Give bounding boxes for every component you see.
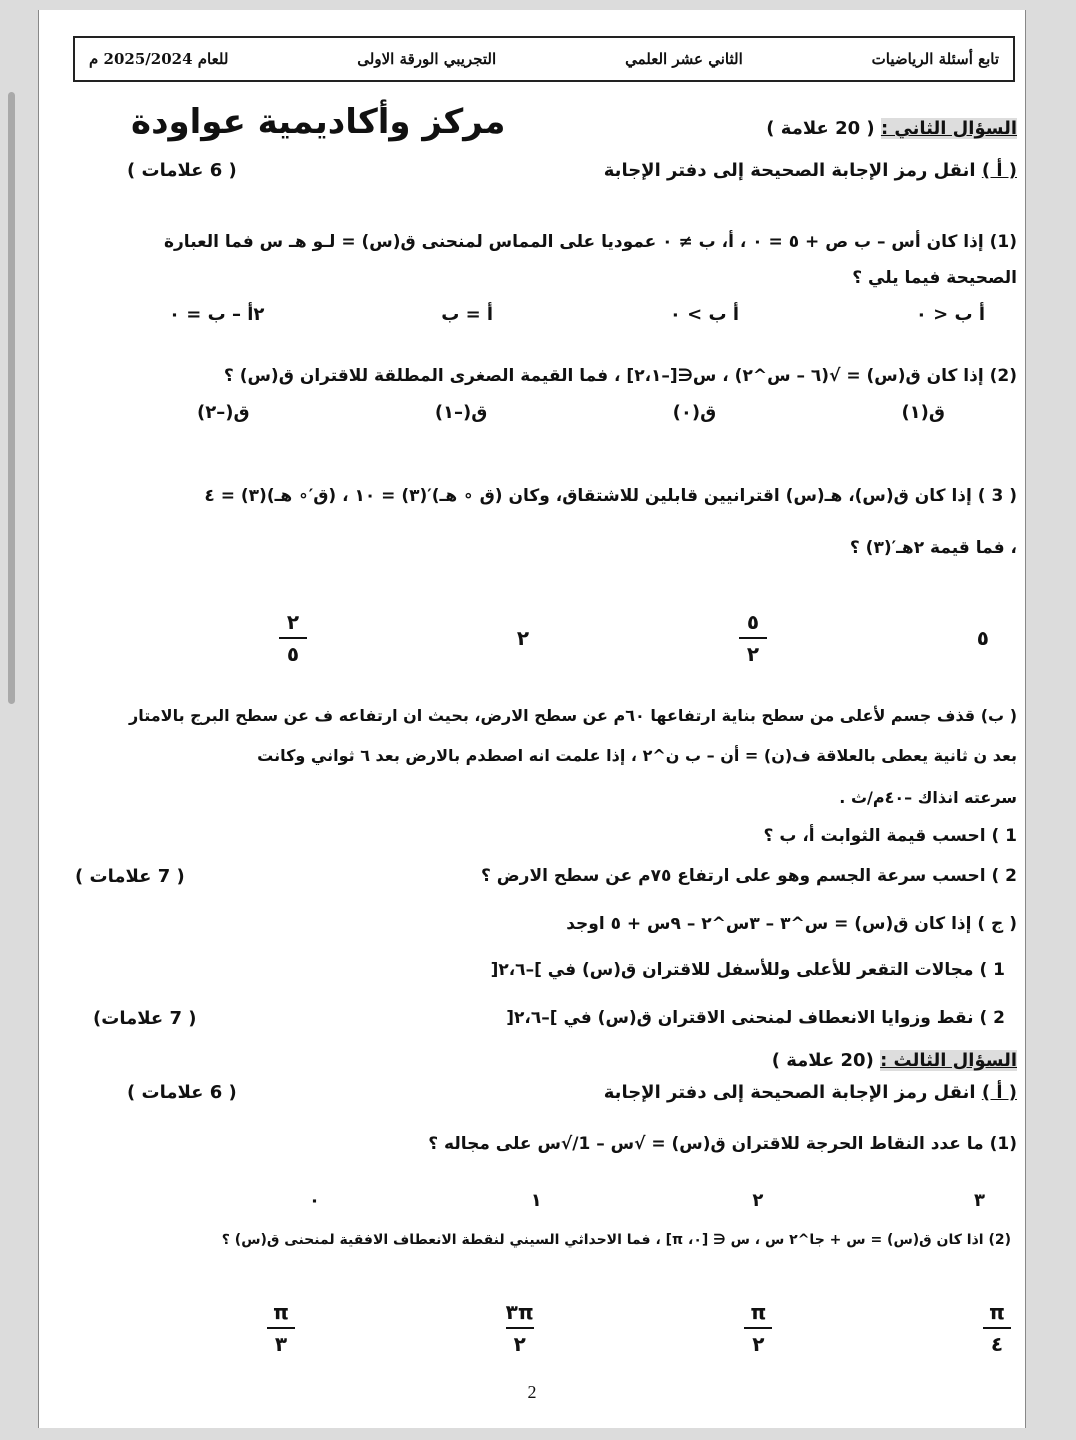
q3-item2-option xyxy=(267,1300,295,1356)
option-numerator: ٥ xyxy=(976,626,989,650)
option-numerator: π xyxy=(989,1300,1005,1324)
option-numerator: ٥ xyxy=(746,610,760,634)
q2-item1-option: أ ب < ٠ xyxy=(915,304,985,325)
fraction-bar xyxy=(739,637,767,639)
q2-a-label: ( أ ) xyxy=(981,160,1017,181)
q2-item2-options xyxy=(197,402,945,423)
q3-item1-option: ٠ xyxy=(309,1190,321,1211)
q2-item3-option xyxy=(977,626,989,650)
q2-b-line2: بعد ن ثانية يعطى بالعلاقة ف(ن) = أن – ب ن^٢ ، إذا علمت انه اصطدم بالارض بعد ٦ ثواني وكانت xyxy=(257,746,1017,765)
q2-item1-option: أ ب > ٠ xyxy=(669,304,740,325)
fraction-bar xyxy=(279,637,307,639)
q2-b-marks: ( 7 علامات ) xyxy=(75,866,185,887)
option-denominator: ٣ xyxy=(274,1332,288,1356)
option-denominator: ٤ xyxy=(990,1332,1004,1356)
q2-a-text: انقل رمز الإجابة الصحيحة إلى دفتر الإجابة xyxy=(603,160,976,181)
q3-heading xyxy=(772,1050,1017,1071)
q3-item2-option xyxy=(506,1300,534,1356)
q2-b-line1: ( ب) قذف جسم لأعلى من سطح بناية ارتفاعها ٦٠م عن سطح الارض، بحيث ان ارتفاعه ف عن سطح البرج بالامتار xyxy=(129,706,1017,725)
q2-item2-option: ق(–١) xyxy=(434,402,488,423)
q3-marks: (20 علامة ) xyxy=(771,1050,874,1071)
q2-item3-option xyxy=(739,610,767,666)
q3-item1-option: ٣ xyxy=(974,1190,985,1211)
option-numerator: ٢ xyxy=(286,610,300,634)
q2-marks: ( 20 علامة ) xyxy=(766,118,875,139)
option-denominator: ٢ xyxy=(513,1332,526,1356)
q3-item2-option xyxy=(744,1300,772,1356)
q2-heading xyxy=(766,118,1017,139)
q2-item3-option xyxy=(279,610,307,666)
q2-item1-line1: (1) إذا كان أس – ب ص + ٥ = ٠ ، أ، ب ≠ ٠ عموديا على المماس لمنحنى ق(س) = لـو هـ س فما العبارة xyxy=(163,232,1017,252)
q2-part-a xyxy=(604,160,1017,181)
fraction-bar xyxy=(506,1327,534,1329)
q3-item2-line: (2) اذا كان ق(س) = س + جا^٢ س ، س ∈ [٠، π] ، فما الاحداثي السيني لنقطة الانعطاف الافقية لمنحنى ق(س) ؟ xyxy=(221,1232,1011,1248)
header-subject: تابع أسئلة الرياضيات xyxy=(871,50,999,68)
brand-watermark: مركز وأكاديمية عواودة xyxy=(131,102,506,142)
q2-item2-line: (2) إذا كان ق(س) = √(٦ – س^٢) ، س∈[–٢،١] ، فما القيمة الصغرى المطلقة للاقتران ق(س) ؟ xyxy=(223,366,1017,386)
q2-item1-option: أ = ب xyxy=(441,304,494,325)
q2-item3-option xyxy=(517,626,529,650)
q3-title: السؤال الثالث : xyxy=(880,1050,1017,1071)
exam-header xyxy=(73,36,1015,82)
option-numerator: π xyxy=(750,1300,767,1324)
option-denominator: ٥ xyxy=(286,642,300,666)
q3-item1-line: (1) ما عدد النقاط الحرجة للاقتران ق(س) = √س – 1/√س على مجاله ؟ xyxy=(428,1134,1017,1154)
q3-item1-option: ٢ xyxy=(752,1190,764,1211)
option-numerator: π xyxy=(273,1300,289,1324)
q3-part-a xyxy=(604,1082,1017,1103)
q3-a-text: انقل رمز الإجابة الصحيحة إلى دفتر الإجابة xyxy=(603,1082,976,1103)
q2-c-marks: ( 7 علامات) xyxy=(93,1008,197,1029)
option-numerator: ٢ xyxy=(516,626,530,650)
q2-b-line3: سرعته انذاك –٤٠م/ث . xyxy=(839,788,1017,807)
q2-a-marks: ( 6 علامات ) xyxy=(127,160,237,181)
q2-item3-options xyxy=(279,610,989,666)
option-denominator: ٢ xyxy=(746,642,760,666)
header-paper: التجريبي الورقة الاولى xyxy=(357,50,497,68)
q2-c-question1: 1 ) مجالات التقعر للأعلى وللأسفل للاقتران ق(س) في ]–٢،٦[ xyxy=(490,960,1005,980)
header-year: للعام 2025/2024 م xyxy=(89,50,229,68)
q3-a-label: ( أ ) xyxy=(981,1082,1017,1103)
option-numerator: ٣π xyxy=(505,1300,534,1324)
scrollbar[interactable] xyxy=(8,92,15,704)
q2-c-question2: 2 ) نقط وزوايا الانعطاف لمنحنى الاقتران ق(س) في ]–٢،٦[ xyxy=(506,1008,1005,1028)
q2-b-question1: 1 ) احسب قيمة الثوابت أ، ب ؟ xyxy=(763,826,1017,846)
q3-item2-option xyxy=(983,1300,1011,1356)
fraction-bar xyxy=(983,1327,1011,1329)
q3-item1-options xyxy=(309,1190,985,1211)
q2-item2-option: ق(–٢) xyxy=(197,402,250,423)
q2-item3-line2: ، فما قيمة ٢هـ′(٣) ؟ xyxy=(849,538,1017,558)
q2-item3-line1: ( 3 ) إذا كان ق(س)، هـ(س) اقترانيين قابلين للاشتقاق، وكان (ق ∘ هـ)′(٣) = ١٠ ، (ق′∘ هـ)(٣) = ٤ xyxy=(204,486,1017,506)
q3-a-marks: ( 6 علامات ) xyxy=(127,1082,237,1103)
q2-title: السؤال الثاني : xyxy=(880,118,1017,139)
q2-c-line: ( ج ) إذا كان ق(س) = س^٣ – ٣س^٢ – ٩س + ٥ اوجد xyxy=(566,914,1017,934)
q2-b-question2: 2 ) احسب سرعة الجسم وهو على ارتفاع ٧٥م عن سطح الارض ؟ xyxy=(481,866,1017,886)
fraction-bar xyxy=(267,1327,295,1329)
q2-item1-options xyxy=(169,304,985,325)
exam-page xyxy=(38,10,1026,1428)
q2-item2-option: ق(٠) xyxy=(672,402,717,423)
header-grade: الثاني عشر العلمي xyxy=(625,50,743,68)
q2-item1-line2: الصحيحة فيما يلي ؟ xyxy=(852,268,1017,288)
q2-item2-option: ق(١) xyxy=(901,402,945,423)
fraction-bar xyxy=(744,1327,772,1329)
option-denominator: ٢ xyxy=(752,1332,765,1356)
q3-item2-options xyxy=(267,1300,1011,1356)
q2-item1-option: ٢أ – ب = ٠ xyxy=(169,304,265,325)
q3-item1-option: ١ xyxy=(530,1190,542,1211)
page-number: 2 xyxy=(527,1382,537,1402)
